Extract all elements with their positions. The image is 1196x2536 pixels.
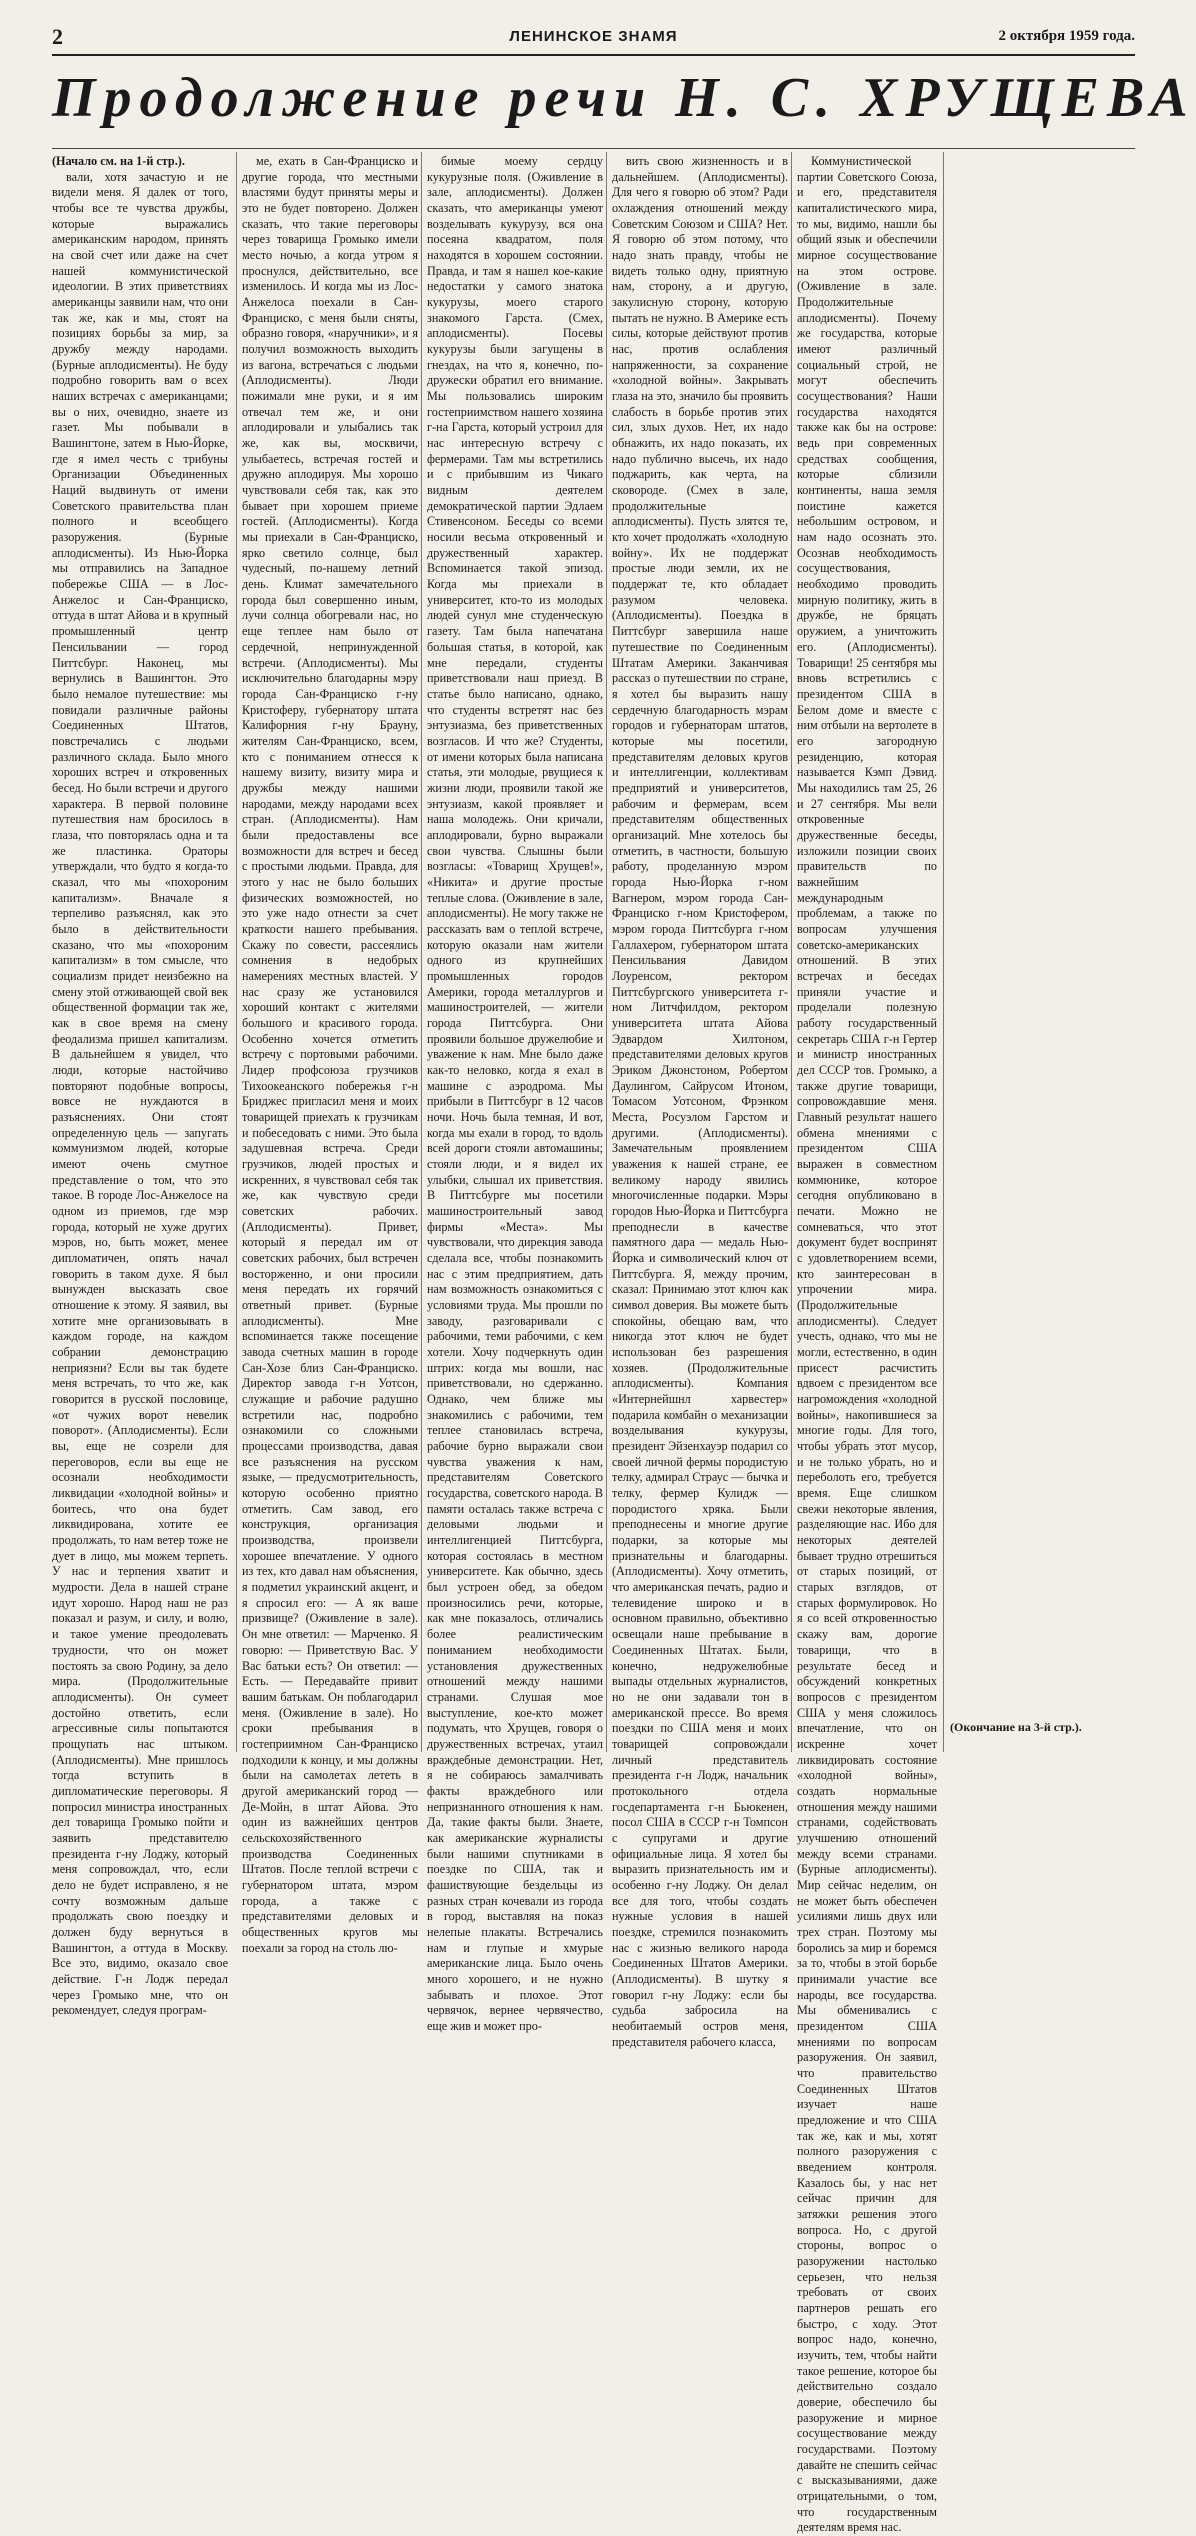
continuation-footer: (Окончание на 3-й стр.). <box>950 1720 1082 1734</box>
column-divider <box>943 152 944 1752</box>
article-column-5 <box>797 154 937 2535</box>
column-divider <box>236 152 237 1752</box>
headline: Продолжение речи Н. С. ХРУЩЕВА <box>52 67 1196 129</box>
page-header <box>52 24 1135 56</box>
column-text: вали, хотя зачастую и не видели меня. Я далек от того, чтобы все те чувства дружбы, которые выражались американским народом, принять на свой счет или даже на счет нашей коммунистической идеологии. В этих приветствиях американцы заявили нам, что они так же, как и мы, стоят на позициях борьбы за мир, за дружбу между народами. (Бурные аплодисменты). Не буду подробно говорить вам о всех наших встречах с американцами; вы о них, очевидно, знаете из газет. Мы побывали в Вашингтоне, затем в Нью-Йорке, где я имел честь с трибуны Организации Объединенных Наций выдвинуть от имени Советского правительства план полного и всеобщего разоружения. (Бурные аплодисменты). Из Нью-Йорка мы отправились на Западное побережье США — в Лос-Анжелос и Сан-Франциско, оттуда в штат Айова и в крупный промышленный центр Пенсильвании — город Питтсбург. Наконец, мы вернулись в Вашингтон. Это было немалое путешествие: мы повидали различные районы Соединенных Штатов, повстречались с людьми различного склада. Было много хороших встреч и откровенных бесед. Но были встречи и другого характера. В первой половине путешествия нам бросилось в глаза, что повторялась одна и та же пластинка. Ораторы утверждали, что будто я когда-то сказал, что мы «похороним капитализм». Вначале я терпеливо разъяснял, как это было в действительности сказано, что мы «похороним капитализм» в том смысле, что социализм придет неизбежно на смену этой отживающей свой век общественной формации так же, как в свое время на смену феодализма пришел капитализм. В дальнейшем я увидел, что люди, которые настойчиво повторяют подобные вопросы, вовсе не нуждаются в разъяснениях. Они стоят определенную цель — запугать коммунизмом людей, которые имеют очень смутное представление о том, что это такое. В городе Лос-Анжелосе на одном из приемов, где мэр города, который не хуже других мэров, но, быть может, менее дипломатичен, опять начал говорить в таком духе. Я был вынужден высказать свое отношение к этому. Я заявил, вы хотите мне организовывать в каждом городе, на каждом собрании демонстрацию неприязни? Если вы так будете меня встречать, то что же, как говорится в русской пословице, «от чужих ворот невелик поворот». (Аплодисменты). Если вы, еще не созрели для переговоров, если вы еще не осознали необходимости ликвидации «холодной войны» и боитесь, что она будет ликвидирована, хотите ее продолжать, то нам ветер тоже не дует в лицо, мы можем терпеть. У нас и терпения хватит и мудрости. Дела в нашей стране идут хорошо. Народ наш не раз показал и разум, и силу, и волю, и такое умение преодолевать трудности, что он может постоять за свою Родину, за дело мира. (Продолжительные аплодисменты). Он сумеет достойно ответить, если агрессивные силы попытаются прощупать нас штыком. (Аплодисменты). Мне пришлось тогда вступить в дипломатические переговоры. Я попросил министра иностранных дел товарища Громыко пойти и заявить представителю президента г-ну Лоджу, который меня сопровождал, что, если дело не будет исправлено, я не сочту возможным дальше продолжать свою поездку и должен буду вернуться в Вашингтон, а оттуда в Москву. Все это, видимо, оказало свое действие. Г-н Лодж передал через Громыко мне, что он рекомендует, следуя програм- <box>52 169 228 2018</box>
column-text: бимые моему сердцу кукурузные поля. (Оживление в зале, аплодисменты). Должен сказать, что американцы умеют возделывать кукурузу, вся она посеяна квадратом, поля находятся в хорошем состоянии. Правда, и там я нашел кое-какие недостатки у самого знатока кукурузы, моего старого знакомого Гарста. (Смех, аплодисменты). Посевы кукурузы были загущены в гнездах, на что я, конечно, по-дружески обратил его внимание. Мы пользовались широким гостеприимством нашего хозяина г-на Гарста, который устроил для нас интересную встречу с фермерами. Там мы встретились и с прибывшим из Чикаго видным деятелем демократической партии Эдлаем Стивенсоном. Беседы со всеми носили весьма откровенный и дружественный характер. Вспоминается такой эпизод. Когда мы приехали в университет, кто-то из молодых людей сунул мне студенческую газету. Там была напечатана большая статья, в которой, как мне передали, студенты приветствовали наш приезд. В статье было написано, однако, что студенты встретят нас без энтузиазма, без приветственных возгласов. И что же? Студенты, от имени которых была написана статья, эти молодые, рвущиеся к жизни люди, проявили такой же энтузиазм, какой проявляет и наша молодежь. Они кричали, аплодировали, бурно выражали свои чувства. Слышны были возгласы: «Товарищ Хрущев!», «Никита» и другие простые теплые слова. (Оживление в зале, аплодисменты). Не могу также не рассказать вам о теплой встрече, которую оказали нам жители одного из крупнейших промышленных городов Америки, города металлургов и машиностроителей, — жители города Питтсбурга. Они проявили большое дружелюбие и уважение к нам. Мне было даже как-то неловко, когда я ехал в машине с аэродрома. Мы прибыли в Питтсбург в 12 часов ночи. Ночь была темная, И вот, когда мы ехали в город, то вдоль всей дороги стояли автомашины; стояли люди, и я видел их улыбки, слышал их приветствия. В Питтсбурге мы посетили машиностроительный завод фирмы «Места». Мы чувствовали, что дирекция завода сделала все, чтобы познакомить нас с этим предприятием, дать нам возможность ознакомиться с условиями труда. Мы прошли по заводу, разговаривали с рабочими, теми рабочими, с кем хотели. Хочу подчеркнуть один штрих: когда мы вошли, нас приветствовали, но сдержанно. Однако, чем ближе мы знакомились с рабочими, тем теплее становилась встреча, рабочие бурно выражали свои чувства уважения к нам, представителям Советского государства, советского народа. В памяти осталась также встреча с деловыми людьми и интеллигенцией Питтсбурга, которая состоялась в местном университете. Как обычно, здесь был устроен обед, за обедом произносились речи, которые, как мне показалось, отличались более реалистическим пониманием необходимости установления дружественных отношений между нашими странами. Слушая мое выступление, кое-кто может подумать, что Хрущев, говоря о дружественных встречах, утаил враждебные демонстрации. Нет, я не собираюсь замалчивать факты враждебного или непризнанного отношения к нам. Да, такие факты были. Знаете, как американские журналисты были нашими спутниками в поездке по США, так и фашиствующие бездельцы из разных стран кочевали из города в город, выставляя на показ нелепые плакаты. Встречались нам и глупые и хмурые американские лица. Было очень много хорошего, и не нужно забывать и плохое. Этот червячок, вернее червячество, еще жив и может про- <box>427 154 603 2033</box>
article-column-1 <box>52 154 228 2018</box>
column-divider <box>606 152 607 1752</box>
column-divider <box>421 152 422 1752</box>
article-column-3 <box>427 154 603 2033</box>
column-text: Коммунистической партии Советского Союза, и его, представителя капиталистического мира, то мы, видимо, нашли бы общий язык и обеспечили мирное сосуществование на этом острове. (Оживление в зале. Продолжительные аплодисменты). Почему же государства, которые имеют различный социальный строй, не могут обеспечить сосуществования? Наши государства находятся также как бы на острове: ведь при современных средствах сообщения, которые сблизили континенты, наша земля поистине кажется небольшим островом, и нам надо осознать это. Осознав необходимость сосуществования, необходимо проводить мирную политику, жить в дружбе, не бряцать оружием, а уничтожить его. (Аплодисменты). Товарищи! 25 сентября мы вновь встретились с президентом США в Белом доме и вместе с ним отбыли на вертолете в его загородную резиденцию, которая называется Кэмп Дэвид. Мы находились там 25, 26 и 27 сентября. Мы вели откровенные дружественные беседы, изложили позиции своих правительств по важнейшим международным проблемам, а также по вопросам улучшения советско-американских отношений. В этих встречах и беседах приняли участие и проделали полезную работу государственный секретарь США г-н Гертер и министр иностранных дел СССР тов. Громыко, а также другие товарищи, сопровождавшие меня. Главный результат нашего обмена мнениями с президентом США выражен в совместном коммюнике, которое сегодня опубликовано в печати. Можно не сомневаться, что этот документ будет воспринят с удовлетворением всеми, кто заинтересован в упрочении мира. (Продолжительные аплодисменты). Следует учесть, однако, что мы не могли, естественно, в один присест расчистить вдвоем с президентом все нагромождения «холодной войны», накопившиеся за многие годы. Для того, чтобы убрать этот мусор, и не только убрать, но и переболоть его, требуется время. Еще слишком свежи некоторые явления, разделяющие нас. Ибо для некоторых деятелей бывает трудно отрешиться от старых позиций, от старых взглядов, от старых формулировок. Но я со всей откровенностью скажу вам, дорогие товарищи, что в результате бесед и обсуждений конкретных вопросов с президентом США у меня сложилось впечатление, что он искренне хочет ликвидировать состояние «холодной войны», создать нормальные отношения между нашими странами, содействовать улучшению отношений между всеми странами. (Бурные аплодисменты). Мир сейчас неделим, он не может быть обеспечен усилиями лишь двух или трех стран. Поэтому мы боролись за мир и боремся за то, чтобы в этой борьбе принимали участие все народы, все государства. Мы обменивались с президентом США мнениями по вопросам разоружения. Он заявил, что правительство Соединенных Штатов изучает наше предложение и что США так же, как и мы, хотят полного разоружения с введением контроля. Казалось бы, у нас нет сейчас причин для затяжки решения этого вопроса. Но, с другой стороны, вопрос о разоружении настолько серьезен, что нельзя требовать от своих партнеров решать его быстро, с ходу. Этот вопрос надо, конечно, изучить, тем, чтобы найти такое решение, которое бы действительно создало доверие, обеспечило бы разоружение и мирное сосуществование между государствами. Поэтому давайте не спешить сейчас с высказываниями, даже отрицательными, о том, что государственным деятелям время нас. <box>797 154 937 2535</box>
continuation-note: (Начало см. на 1-й стр.). <box>52 154 185 168</box>
column-text: ме, ехать в Сан-Франциско и другие города, что местными властями будут приняты меры и это не будет повторено. Должен сказать, что такие переговоры через товарища Громыко имели место ночью, а когда утром я проснулся, действительно, все изменилось. И когда мы из Лос-Анжелоса поехали в Сан-Франциско, с меня были сняты, образно говоря, «наручники», и я получил возможность выходить из вагона, встречаться с людьми (Аплодисменты). Люди пожимали мне руки, и я им отвечал тем же, и они аплодировали и улыбались так же, как вы, москвичи, улыбаетесь, встречая гостей и дружно аплодируя. Мы хорошо чувствовали себя так, как это бывает при хорошем приеме гостей. (Аплодисменты). Когда мы приехали в Сан-Франциско, ярко светило солнце, был чудесный, по-нашему летний день. Климат замечательного города был совершенно иным, лучи солнца обогревали нас, но еще теплее нам было от сердечной, непринужденной встречи. (Аплодисменты). Мы исключительно благодарны мэру города Сан-Франциско г-ну Кристоферу, губернатору штата Калифорния г-ну Брауну, жителям Сан-Франциско, всем, кто с пониманием отнесся к нашему визиту, визиту мира и дружбы между нашими народами, между народами всех стран. (Аплодисменты). Нам были предоставлены все возможности для встреч и бесед с простыми людьми. Правда, для этого у нас не было больших физических возможностей, но это уже надо отнести за счет краткости нашего пребывания. Скажу по совести, рассеялись сомнения в недобрых намерениях местных властей. У нас сразу же установился хороший контакт с жителями большого и красивого города. Особенно хочется отметить встречу с портовыми рабочими. Лидер профсоюза грузчиков Тихоокеанского побережья г-н Бриджес пригласил меня и моих товарищей приехать к грузчикам и побеседовать с ними. Это была задушевная встреча. Среди грузчиков, людей простых и искренних, я чувствовал себя так же, как чувствую среди советских рабочих. (Аплодисменты). Привет, который я передал им от советских рабочих, был встречен восторженно, и они просили меня передать их горячий ответный привет. (Бурные аплодисменты). Мне вспоминается также посещение завода счетных машин в городе Сан-Хозе близ Сан-Франциско. Директор завода г-н Уотсон, служащие и рабочие радушно встретили нас, подробно ознакомили со сложными процессами производства, давая все разъяснения на русском языке, — предусмотрительность, которую особенно приятно отметить. Сам завод, его конструкция, организация производства, произвели хорошее впечатление. У одного из тех, кто давал нам объяснения, я подметил украинский акцент, и я спросил его: — А як ваше призвище? (Оживление в зале). Он мне ответил: — Марченко. Я говорю: — Приветствую Вас. У Вас батьки есть? Он ответил: — Есть. — Передавайте привит вашим батькам. Он поблагодарил меня. (Оживление в зале). Но сроки пребывания в гостеприимном Сан-Франциско подходили к концу, и мы должны были на самолетах лететь в другой американский город — Де-Мойн, в штат Айова. Это один из важнейших центров сельскохозяйственного производства Соединенных Штатов. После теплой встречи с губернатором штата, мэром города, а также с представителями деловых и общественных кругов мы поехали за город на столь лю- <box>242 154 418 1955</box>
page-number: 2 <box>52 24 63 49</box>
column-divider <box>791 152 792 1752</box>
newspaper-name: ЛЕНИНСКОЕ ЗНАМЯ <box>509 28 678 45</box>
article-column-2 <box>242 154 418 1955</box>
column-text: вить свою жизненность и в дальнейшем. (Аплодисменты). Для чего я говорю об этом? Ради охлаждения отношений между Советским Союзом и США? Нет. Я говорю об этом потому, что надо знать правду, чтобы не видеть только одну, приятную нам, сторону, а и другую, закулисную сторону, которую пытать не нужно. В Америке есть силы, которые действуют против нас, против ослабления напряженности, за сохранение «холодной войны». Закрывать глаза на это, значило бы проявить слабость в борьбе против этих сил, злых духов. Нет, их надо обнажить, их надо показать, их надо публично высечь, их надо поджарить, как черта, на сковороде. (Смех в зале, продолжительные аплодисменты). Пусть злятся те, кто хочет продолжать «холодную войну». Их не поддержат простые люди земли, их не поддержат те, кто обладает разумом человека. (Аплодисменты). Поездка в Питтсбург завершила наше путешествие по Соединенным Штатам Америки. Заканчивая рассказ о путешествии по стране, я хотел бы выразить нашу сердечную благодарность мэрам городов и губернаторам штатов, которые мы посетили, представителям деловых кругов и интеллигенции, коллективам предприятий и университетов, рабочим и фермерам, всем представителям общественных организаций. Мне хотелось бы отметить, в частности, большую работу, проделанную мэром города Нью-Йорка г-ном Вагнером, мэром города Сан-Франциско г-ном Кристофером, мэром города Питтсбурга г-ном Галлахером, губернатором штата Пенсильвания Давидом Лоуренсом, ректором Питтсбургского университета г-ном Литчфилдом, ректором университета штата Айова Эдвардом Хилтоном, представителями деловых кругов Эриком Джонстоном, Робертом Даулингом, Сайрусом Итоном, Томасом Уотсоном, Фрэнком Места, Росуэлом Гарстом и другими. (Аплодисменты). Замечательным проявлением уважения к нашей стране, ее великому народу явились многочисленные подарки. Мэры городов Нью-Йорка и Питтсбурга преподнесли в качестве памятного дара — медаль Нью-Йорка и символический ключ от Питтсбурга. Я, между прочим, сказал: Принимаю этот ключ как символ доверия. Вы можете быть спокойны, обещаю вам, что никогда этот ключ не будет использован без разрешения хозяев. (Продолжительные аплодисменты). Компания «Интернейшнл харвестер» подарила комбайн о механизации возделывания кукурузы, президент Эйзенхауэр подарил со своей личной фермы породистую телку, адмирал Страус — бычка и телку, фермер Кулидж — породистого хряка. Были преподнесены и многие другие подарки, за которые мы признательны и благодарны. (Аплодисменты). Хочу отметить, что американская печать, радио и телевидение широко и в основном правильно, объективно освещали наше пребывание в Соединенных Штатах. Были, конечно, недружелюбные выпады отдельных журналистов, но не они задавали тон в американской прессе. Во время поездки по США меня и моих товарищей сопровождали личный представитель президента г-н Лодж, начальник протокольного отдела госдепартамента г-н Бьюкенен, посол США в СССР г-н Томпсон с супругами и другие официальные лица. Я хотел бы выразить признательность им и особенно г-ну Лоджу. Он делал все для того, чтобы создать нужные условия в нашей поездке, стремился познакомить нас с жизнью великого народа Соединенных Штатов Америки. (Аплодисменты). В шутку я говорил г-ну Лоджу: если бы судьба забросила на необитаемый остров меня, представителя рабочего класса, <box>612 154 789 2049</box>
issue-date: 2 октября 1959 года. <box>998 28 1135 44</box>
headline-rule <box>52 148 1135 149</box>
article-column-4 <box>612 154 789 2049</box>
